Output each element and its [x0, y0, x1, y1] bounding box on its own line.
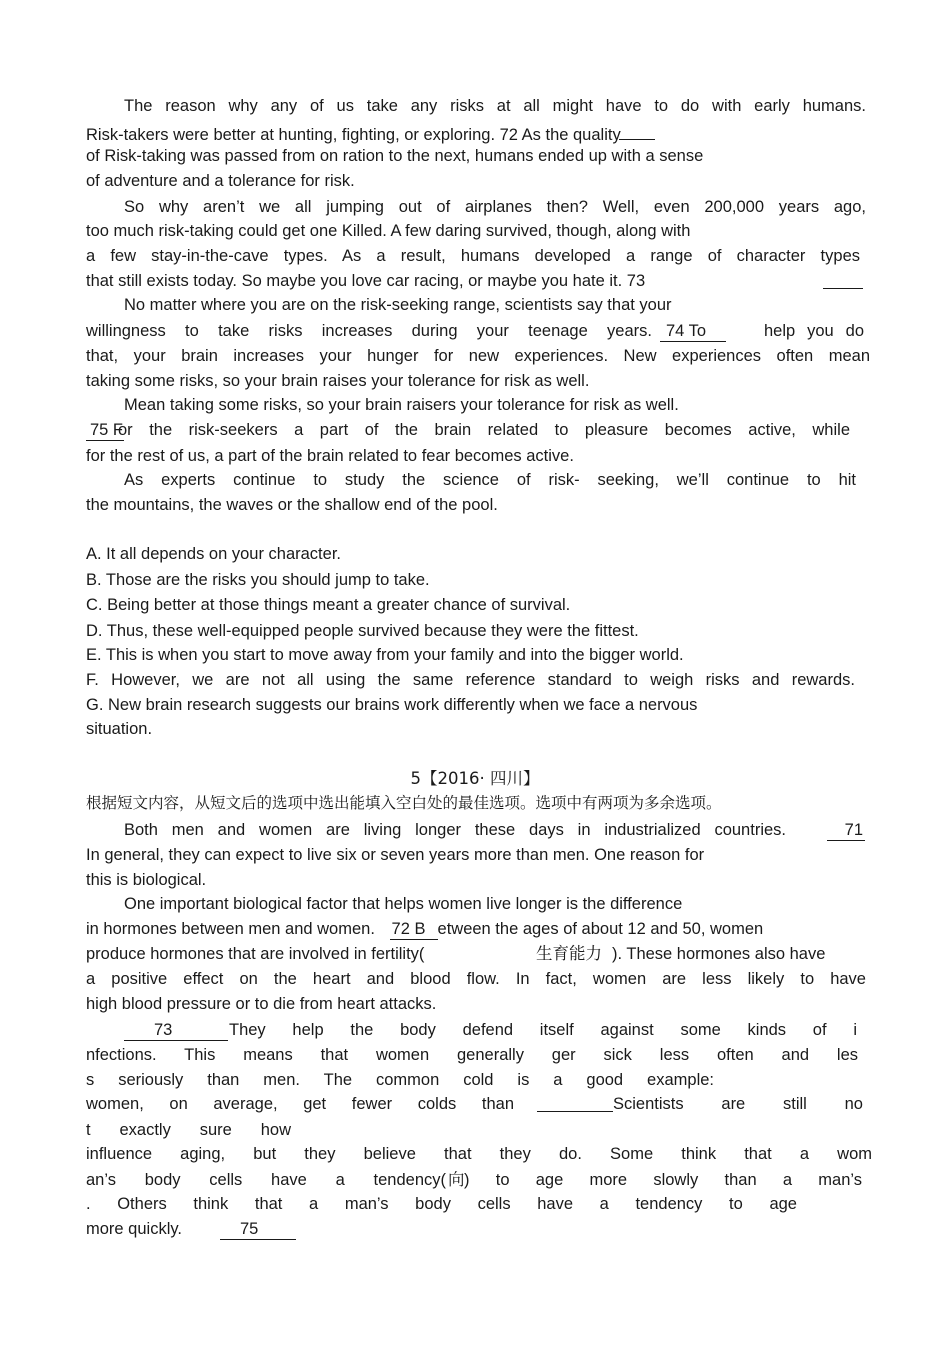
passage1-line: of adventure and a tolerance for risk. — [86, 172, 355, 190]
passage2-line: One important biological factor that helps women live longer is the difference — [124, 895, 683, 913]
passage2-text: Scientists are still no — [613, 1095, 863, 1113]
passage2-line: this is biological. — [86, 871, 207, 889]
option-f: F. However, we are not all using the same reference standard to weigh risks and rewards. — [86, 671, 855, 689]
passage1-text: Risk-takers were better at hunting, fighting, or exploring. 72 As the quality — [86, 126, 621, 144]
passage2-text: They help the body defend itself against some kinds of i — [229, 1021, 857, 1039]
answer-blank-73: 73 — [124, 1020, 228, 1041]
passage1-line — [86, 271, 866, 291]
passage2-line: influence aging, but they believe that they do. Some think that a wom — [86, 1145, 872, 1163]
passage2-line — [86, 944, 866, 964]
passage2-cjk-gloss: 生育能力 — [536, 944, 602, 963]
passage1-line: of Risk-taking was passed from on ration to the next, humans ended up with a sense — [86, 147, 704, 165]
option-b: B. Those are the risks you should jump to take. — [86, 571, 430, 589]
passage1-text: or the risk-seekers a part of the brain related to pleasure becomes active, while — [118, 421, 850, 439]
passage2-text: produce hormones that are involved in fertility( — [86, 945, 425, 963]
answer-blank-73 — [823, 271, 863, 289]
passage2-line: s seriously than men. The common cold is a good example: — [86, 1071, 714, 1089]
passage2-line: In general, they can expect to live six or seven years more than men. One reason for — [86, 846, 705, 864]
passage2-text: women, on average, get fewer colds than — [86, 1095, 514, 1113]
passage2-line — [86, 919, 866, 940]
option-c: C. Being better at those things meant a greater chance of survival. — [86, 596, 571, 614]
passage2-text: ) to age more slowly than a man’s — [464, 1171, 862, 1189]
option-d: D. Thus, these well-equipped people survived because they were the fittest. — [86, 622, 639, 640]
passage1-line: for the rest of us, a part of the brain related to fear becomes active. — [86, 447, 574, 465]
passage2-text: in hormones between men and women. — [86, 920, 375, 938]
answer-blank-75: 75 — [220, 1219, 296, 1240]
answer-blank-72: 72 B — [390, 919, 438, 940]
passage2-text: etween the ages of about 12 and 50, women — [437, 920, 764, 938]
passage1-line: that, your brain increases your hunger for new experiences. New experiences often mean — [86, 347, 870, 365]
passage2-line: high blood pressure or to die from heart attacks. — [86, 995, 437, 1013]
passage2-text: more quickly. — [86, 1220, 182, 1238]
passage2-text: ). These hormones also have — [612, 945, 826, 963]
passage1-line: No matter where you are on the risk-seeking range, scientists say that your — [124, 296, 672, 314]
option-g-cont: situation. — [86, 720, 153, 738]
passage1-line: So why aren’t we all jumping out of airplanes then? Well, even 200,000 years ago, — [124, 198, 866, 216]
section-instruction: 根据短文内容，从短文后的选项中选出能填入空白处的最佳选项。选项中有两项为多余选项。 — [86, 794, 722, 812]
passage1-line: taking some risks, so your brain raises your tolerance for risk as well. — [86, 372, 590, 390]
passage1-line: too much risk-taking could get one Killed. A few daring survived, though, along with — [86, 222, 691, 240]
passage2-line: t exactly sure how — [86, 1121, 291, 1139]
passage1-text: that still exists today. So maybe you love car racing, or maybe you hate it. 73 — [86, 272, 646, 290]
passage2-text: an’s body cells have a tendency( — [86, 1171, 446, 1189]
passage1-line: As experts continue to study the science of risk- seeking, we’ll continue to hit — [124, 471, 856, 489]
passage1-line — [86, 122, 866, 145]
answer-blank-74 — [537, 1094, 613, 1112]
answer-blank-75: 75 F — [86, 420, 124, 441]
answer-blank-74: 74 To — [660, 321, 726, 342]
passage1-line: the mountains, the waves or the shallow end of the pool. — [86, 496, 498, 514]
passage1-line: Mean taking some risks, so your brain raisers your tolerance for risk as well. — [124, 396, 679, 414]
passage2-line: nfections. This means that women generally ger sick less often and les — [86, 1046, 858, 1064]
passage2-text: Both men and women are living longer these days in industrialized countries. — [124, 821, 786, 839]
passage1-line: The reason why any of us take any risks at all might have to do with early humans. — [124, 97, 866, 115]
option-g: G. New brain research suggests our brains work differently when we face a nervous — [86, 696, 698, 714]
passage1-line: a few stay-in-the-cave types. As a result, humans developed a range of character types — [86, 247, 860, 265]
passage1-text: help you do — [764, 322, 864, 340]
passage2-line: a positive effect on the heart and blood flow. In fact, women are less likely to have — [86, 970, 866, 988]
passage2-cjk-gloss: 向 — [448, 1170, 465, 1189]
option-a: A. It all depends on your character. — [86, 545, 341, 563]
option-e: E. This is when you start to move away from your family and into the bigger world. — [86, 646, 684, 664]
answer-blank-71: 71 — [827, 820, 865, 841]
passage1-text: willingness to take risks increases during your teenage years. — [86, 322, 652, 340]
passage2-line: . Others think that a man’s body cells have a tendency to age — [86, 1195, 797, 1213]
section-heading: 5【2016· 四川】 — [410, 769, 540, 788]
passage2-line — [86, 1219, 866, 1239]
answer-blank-72 — [619, 122, 655, 140]
